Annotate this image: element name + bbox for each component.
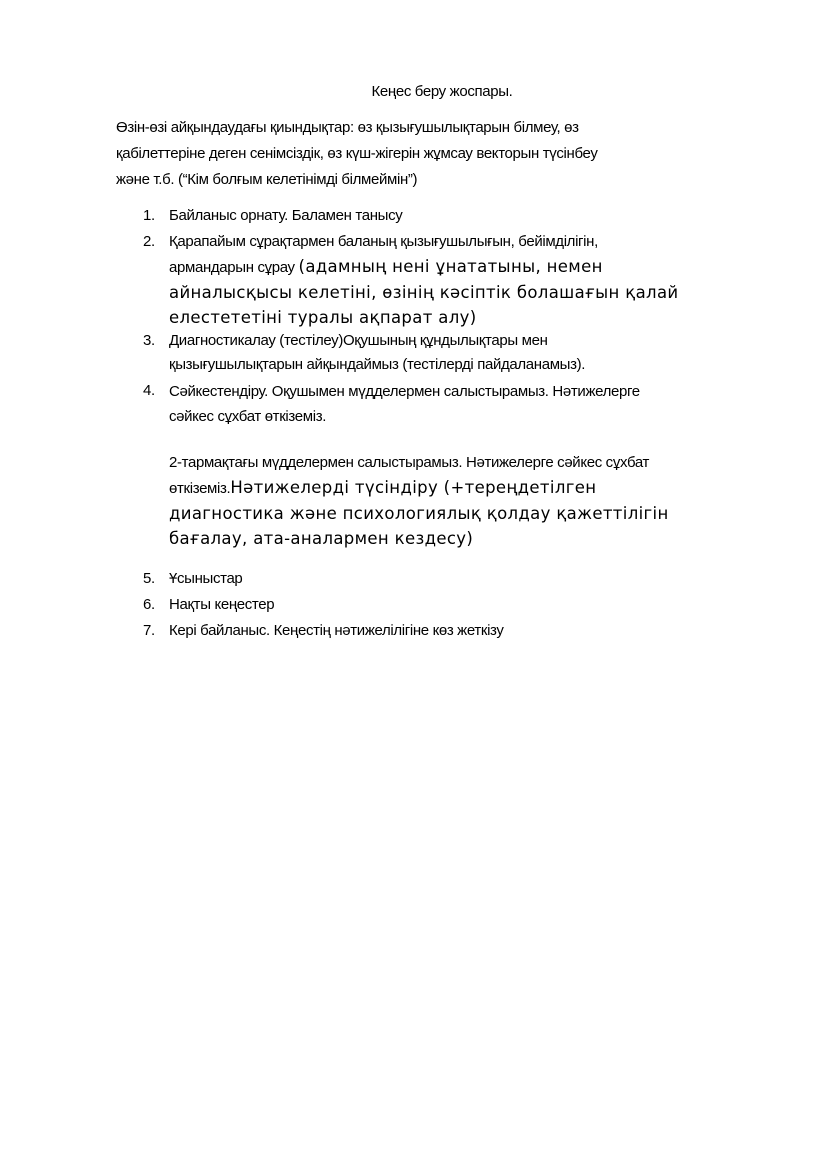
list-item-text: қызығушылықтарын айқындаймыз (тестілерді пайдаланамыз). [169,356,586,373]
intro-paragraph [116,115,756,193]
list-item-text: армандарын сұрау [169,259,299,276]
list-item-text-emphasis: айналысқысы келетіні, өзінің кәсіптік болашағын қалай [169,283,679,302]
subparagraph-text-emphasis: Нәтижелерді түсіндіру (+тереңдетілген [230,478,597,497]
subparagraph-text: өткіземіз. [169,480,231,497]
list-number: 4. [143,382,155,399]
subparagraph-text: 2-тармақтағы мүдделермен салыстырамыз. Нәтижелерге сәйкес сұхбат [169,454,650,471]
list-item-text: Байланыс орнату. Баламен танысу [169,207,403,224]
intro-line: және т.б. (“Кім болғым келетінімді білмеймін”) [116,171,418,188]
list-number: 2. [143,233,155,250]
list-number: 5. [143,570,155,587]
list-number: 7. [143,622,155,639]
list-item-text: Ұсыныстар [169,570,243,587]
list-item-4-subparagraph [169,451,769,551]
intro-line: қабілеттеріне деген сенімсіздік, өз күш-жігерін жұмсау векторын түсінбеу [116,145,598,162]
list-item-text-emphasis: (адамның нені ұнататыны, немен [298,257,603,276]
intro-line: Өзін-өзі айқындаудағы қиындықтар: өз қызығушылықтарын білмеу, өз [116,119,579,136]
list-item-text: Нақты кеңестер [169,596,275,613]
list-item-text: Диагностикалау (тестілеу)Оқушының құндылықтары мен [169,332,548,349]
subparagraph-text-emphasis: бағалау, ата-аналармен кездесу) [169,529,474,548]
list-item-text: Кері байланыс. Кеңестің нәтижелілігіне көз жеткізу [169,622,504,639]
list-item-text: Сәйкестендіру. Оқушымен мүдделермен салыстырамыз. Нәтижелерге [169,383,640,400]
list-number: 6. [143,596,155,613]
document-title: Кеңес беру жоспары. [371,83,513,100]
list-number: 3. [143,332,155,349]
subparagraph-text-emphasis: диагностика және психологиялық қолдау қажеттілігін [169,504,669,523]
list-item-text-emphasis: елестететіні туралы ақпарат алу) [169,308,477,327]
list-item-text: Қарапайым сұрақтармен баланың қызығушылығын, бейімділігін, [169,233,598,250]
list-item-text: сәйкес сұхбат өткіземіз. [169,408,327,425]
list-number: 1. [143,207,155,224]
